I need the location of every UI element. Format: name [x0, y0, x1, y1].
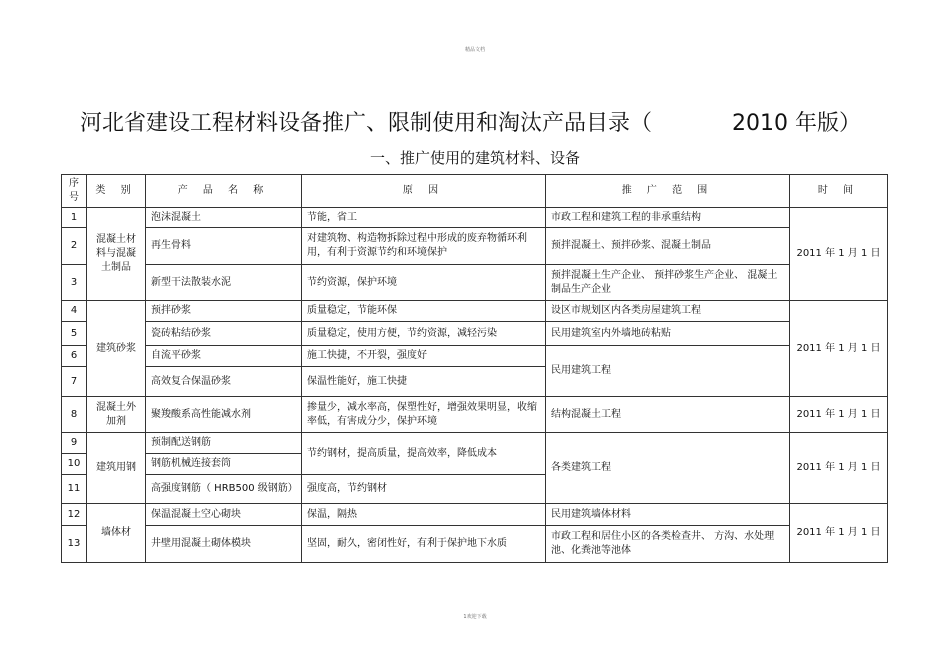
row-num: 12: [62, 504, 87, 526]
time-cell: 2011 年 1 月 1 日: [790, 208, 888, 301]
table-row: [62, 526, 888, 563]
header-num: 序号: [62, 175, 87, 208]
table-row: [62, 397, 888, 433]
product-cell: 聚羧酸系高性能减水剂: [146, 397, 302, 433]
row-num: 13: [62, 526, 87, 563]
table-row: [62, 265, 888, 301]
row-num: 3: [62, 265, 87, 301]
reason-cell: 质量稳定，使用方便，节约资源，减轻污染: [302, 322, 546, 346]
product-cell: 保温混凝土空心砌块: [146, 504, 302, 526]
scope-cell: 民用建筑工程: [546, 346, 790, 397]
time-cell: 2011 年 1 月 1 日: [790, 504, 888, 563]
reason-cell: 保温，隔热: [302, 504, 546, 526]
reason-cell: 掺量少，减水率高，保塑性好，增强效果明显，收缩率低，有害成分少，保护环境: [302, 397, 546, 433]
header-time: 时 间: [790, 175, 888, 208]
table-header-row: [62, 175, 888, 208]
scope-cell: 预拌混凝土、预拌砂浆、混凝土制品: [546, 228, 790, 265]
product-cell: 高强度钢筋（ HRB500 级钢筋）: [146, 475, 302, 504]
page-title-year: 2010 年版）: [732, 111, 861, 136]
row-num: 5: [62, 322, 87, 346]
reason-cell: 质量稳定，节能环保: [302, 301, 546, 322]
product-cell: 瓷砖粘结砂浆: [146, 322, 302, 346]
product-cell: 再生骨料: [146, 228, 302, 265]
time-cell: 2011 年 1 月 1 日: [790, 397, 888, 433]
reason-cell: 对建筑物、构造物拆除过程中形成的废弃物循环利用，有利于资源节约和环境保护: [302, 228, 546, 265]
reason-cell: 施工快捷，不开裂，强度好: [302, 346, 546, 367]
table-row: [62, 301, 888, 322]
product-cell: 钢筋机械连接套筒: [146, 454, 302, 475]
scope-cell: 预拌混凝土生产企业、 预拌砂浆生产企业、 混凝土制品生产企业: [546, 265, 790, 301]
table-row: [62, 504, 888, 526]
product-cell: 预拌砂浆: [146, 301, 302, 322]
scope-cell: 各类建筑工程: [546, 433, 790, 504]
scope-cell: 民用建筑室内外墙地砖粘贴: [546, 322, 790, 346]
product-cell: 井壁用混凝土砌体模块: [146, 526, 302, 563]
header-scope: 推 广 范 围: [546, 175, 790, 208]
row-num: 11: [62, 475, 87, 504]
table-row: [62, 228, 888, 265]
header-reason: 原 因: [302, 175, 546, 208]
product-cell: 预制配送钢筋: [146, 433, 302, 454]
reason-cell: 节能，省工: [302, 208, 546, 228]
table-row: [62, 346, 888, 367]
time-cell: 2011 年 1 月 1 日: [790, 433, 888, 504]
row-num: 1: [62, 208, 87, 228]
catalog-table: [61, 174, 888, 563]
scope-cell: 设区市规划区内各类房屋建筑工程: [546, 301, 790, 322]
scope-cell: 民用建筑墙体材料: [546, 504, 790, 526]
category-cell: 建筑砂浆: [87, 301, 146, 397]
row-num: 6: [62, 346, 87, 367]
category-cell: 混凝土外加剂: [87, 397, 146, 433]
reason-cell: 强度高，节约钢材: [302, 475, 546, 504]
row-num: 10: [62, 454, 87, 475]
page-title-text: 河北省建设工程材料设备推广、限制使用和淘汰产品目录（: [80, 111, 653, 136]
category-cell: 墙体材: [87, 504, 146, 563]
page-title: [80, 106, 880, 137]
category-cell: 混凝土材料与混凝土制品: [87, 208, 146, 301]
section-subtitle: 一、推广使用的建筑材料、设备: [369, 149, 580, 167]
row-num: 8: [62, 397, 87, 433]
scope-cell: 结构混凝土工程: [546, 397, 790, 433]
header-category: 类 别: [87, 175, 146, 208]
header-product: 产 品 名 称: [146, 175, 302, 208]
time-cell: 2011 年 1 月 1 日: [790, 301, 888, 397]
footer-note: 1欢迎下载: [463, 614, 487, 620]
category-cell: 建筑用钢: [87, 433, 146, 504]
header-note: 精品文档: [464, 47, 485, 53]
row-num: 7: [62, 367, 87, 397]
reason-cell: 保温性能好，施工快捷: [302, 367, 546, 397]
product-cell: 泡沫混凝土: [146, 208, 302, 228]
product-cell: 自流平砂浆: [146, 346, 302, 367]
reason-cell: 节约钢材，提高质量，提高效率，降低成本: [302, 433, 546, 475]
row-num: 4: [62, 301, 87, 322]
scope-cell: 市政工程和居住小区的各类检查井、 方沟、水处理池、化粪池等池体: [546, 526, 790, 563]
scope-cell: 市政工程和建筑工程的非承重结构: [546, 208, 790, 228]
table-row: [62, 433, 888, 454]
product-cell: 新型干法散装水泥: [146, 265, 302, 301]
row-num: 9: [62, 433, 87, 454]
reason-cell: 节约资源，保护环境: [302, 265, 546, 301]
row-num: 2: [62, 228, 87, 265]
product-cell: 高效复合保温砂浆: [146, 367, 302, 397]
reason-cell: 坚固，耐久，密闭性好，有利于保护地下水质: [302, 526, 546, 563]
table-row: [62, 208, 888, 228]
table-row: [62, 322, 888, 346]
